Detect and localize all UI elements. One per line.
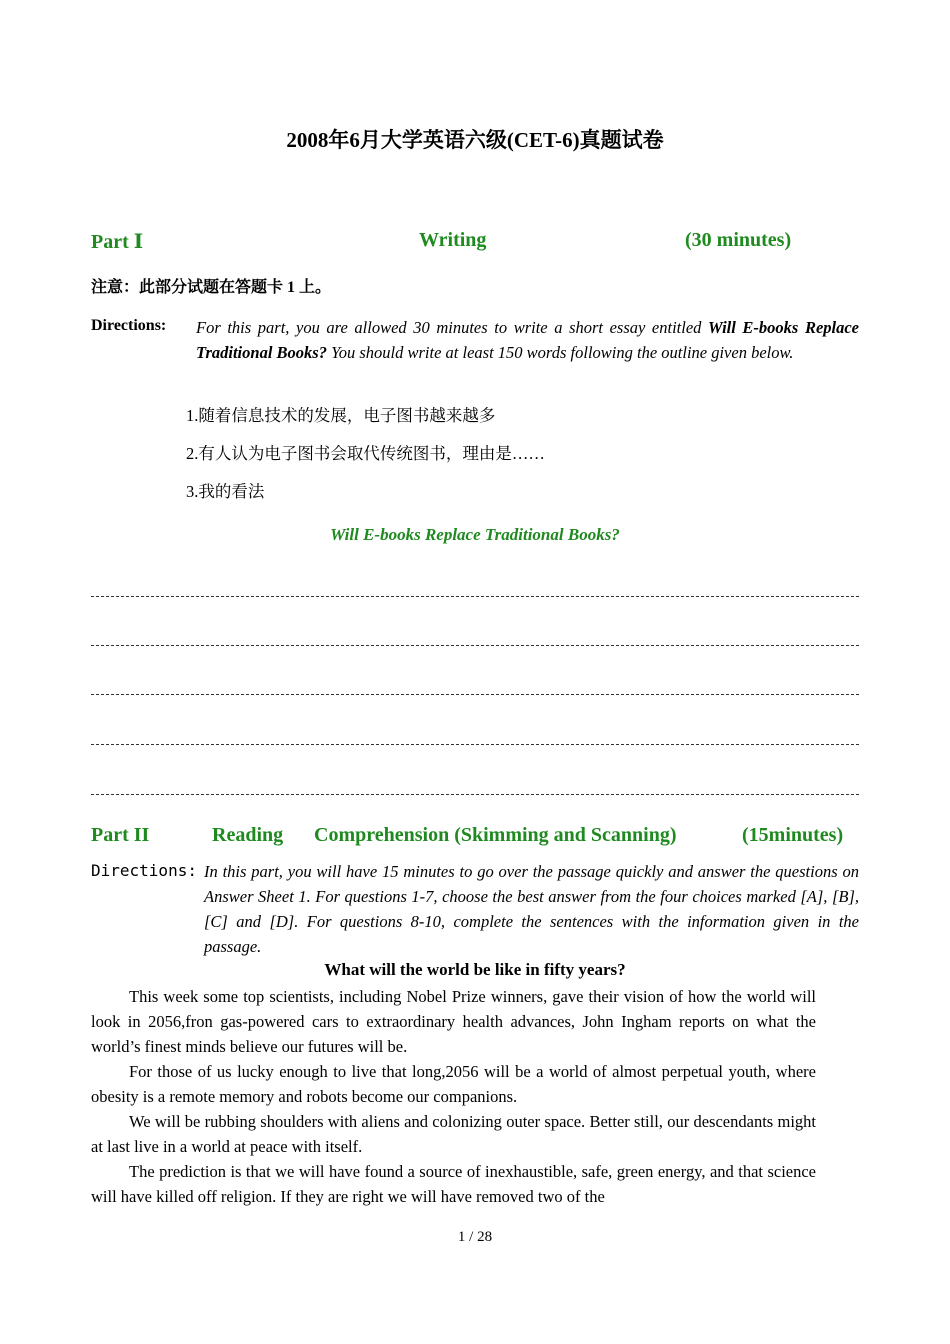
part2-directions-label: Directions: <box>91 861 197 880</box>
passage <box>91 984 816 1209</box>
part1-directions <box>196 315 859 365</box>
part2-name-rest: Comprehension (Skimming and Scanning) <box>314 824 677 846</box>
part2-name: Reading <box>212 824 284 846</box>
outline-item: 2.有人认为电子图书会取代传统图书，理由是…… <box>186 444 545 463</box>
passage-title: What will the world be like in fifty years? <box>324 960 626 979</box>
part2-time: (15minutes) <box>742 824 844 846</box>
part1-directions-label: Directions: <box>91 317 167 334</box>
passage-paragraph: We will be rubbing shoulders with aliens and colonizing outer space. Better still, our descendants might at last live in a world at peace with itself. <box>91 1112 816 1156</box>
part2-directions: In this part, you will have 15 minutes to go over the passage quickly and answer the questions on Answer Sheet 1. For questions 1-7, choose the best answer from the four choices marked [A], [B], [C] and [D]. For questions 8-10, complete the sentences with the information given in the passage. <box>204 862 859 956</box>
answer-line[interactable] <box>91 645 859 646</box>
answer-line[interactable] <box>91 694 859 695</box>
outline-item: 1.随着信息技术的发展，电子图书越来越多 <box>186 406 496 425</box>
answer-line[interactable] <box>91 744 859 745</box>
passage-paragraph: The prediction is that we will have found a source of inexhaustible, safe, green energy, and that science will have killed off religion. If they are right we will have removed two of the <box>91 1162 816 1206</box>
page-title: 2008年6月大学英语六级(CET-6)真题试卷 <box>286 128 664 152</box>
part1-note: 注意：此部分试题在答题卡 1 上。 <box>91 279 332 296</box>
part1-directions-post: You should write at least 150 words following the outline given below. <box>326 343 794 362</box>
part1-directions-essay-title: Will E-books Replace Traditional Books? <box>196 318 860 362</box>
part1-label: Part Ⅰ <box>91 231 144 253</box>
page-number: 1 / 28 <box>457 1229 493 1245</box>
passage-paragraph: For those of us lucky enough to live that long,2056 will be a world of almost perpetual youth, where obesity is a remote memory and robots become our companions. <box>91 1062 816 1106</box>
answer-line[interactable] <box>91 596 859 597</box>
part1-name: Writing <box>419 229 487 251</box>
answer-line[interactable] <box>91 794 859 795</box>
outline-item: 3.我的看法 <box>186 482 265 501</box>
part1-time: (30 minutes) <box>685 229 792 251</box>
part1-directions-pre: For this part, you are allowed 30 minutes to write a short essay entitled <box>196 318 709 337</box>
passage-paragraph: This week some top scientists, including Nobel Prize winners, gave their vision of how the world will look in 2056,fron gas-powered cars to extraordinary health advances, John Ingham reports on what the world’s finest minds believe our futures will be. <box>91 987 816 1056</box>
essay-title: Will E-books Replace Traditional Books? <box>330 525 620 544</box>
part2-label: Part II <box>91 824 150 846</box>
